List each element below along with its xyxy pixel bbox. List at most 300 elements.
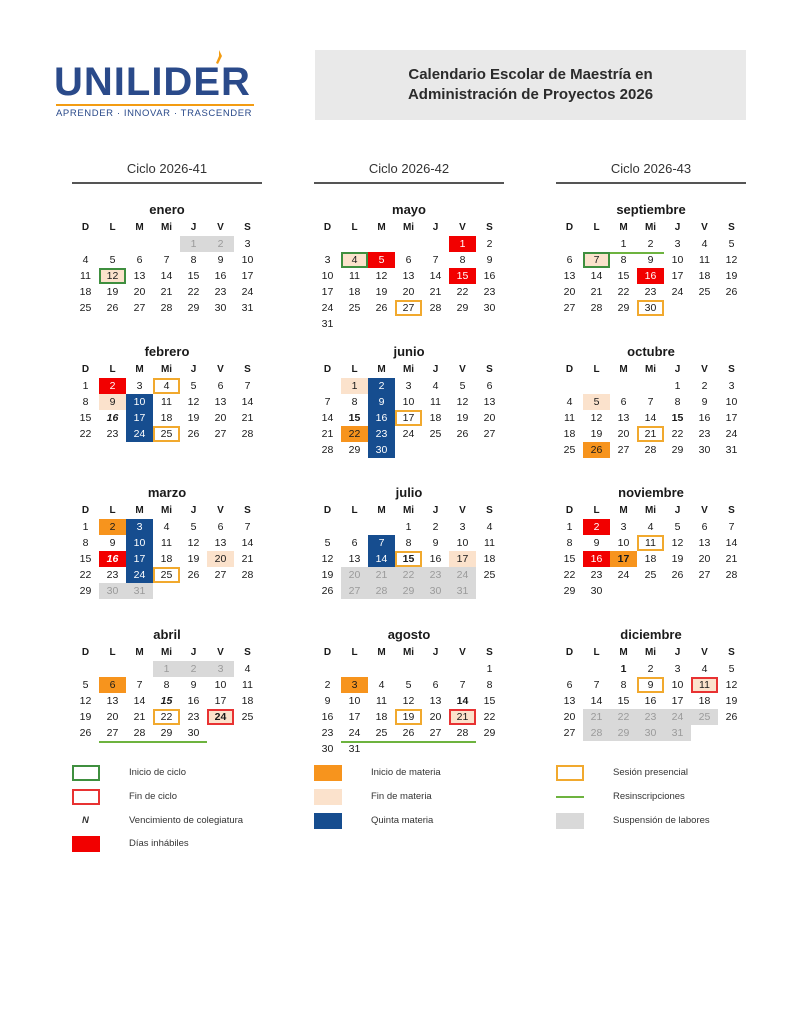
day-cell: 7 bbox=[324, 396, 331, 408]
day-cell: 26 bbox=[106, 302, 119, 314]
weekday-header: M bbox=[135, 364, 144, 375]
day-cell: 11 bbox=[376, 695, 387, 707]
day-cell: 17 bbox=[671, 695, 684, 707]
day-cell: 15 bbox=[671, 412, 684, 424]
empty-cell bbox=[341, 661, 368, 677]
day-cell: 21 bbox=[725, 553, 738, 565]
weekday-header: L bbox=[109, 364, 116, 375]
day-cell: 9 bbox=[701, 396, 708, 408]
day-cell: 6 bbox=[351, 537, 358, 549]
month-julio bbox=[314, 484, 504, 599]
day-cell: 8 bbox=[620, 679, 627, 691]
weekday-header: Mi bbox=[160, 222, 173, 233]
empty-cell bbox=[556, 236, 583, 252]
day-cell: 12 bbox=[402, 695, 415, 707]
weekday-header: Mi bbox=[402, 505, 415, 516]
weekday-header: Mi bbox=[402, 222, 415, 233]
cycle-header-1: Ciclo 2026-41 bbox=[72, 161, 262, 184]
month-name: octubre bbox=[627, 344, 675, 359]
day-cell: 23 bbox=[698, 428, 711, 440]
weekday-header: M bbox=[135, 505, 144, 516]
empty-cell bbox=[449, 661, 476, 677]
day-cell: 20 bbox=[341, 567, 368, 583]
day-cell: 19 bbox=[79, 711, 92, 723]
weekday-header: S bbox=[486, 222, 493, 233]
day-cell: 3 bbox=[674, 238, 681, 250]
day-cell: 9 bbox=[99, 394, 126, 410]
day-cell: 29 bbox=[153, 725, 180, 741]
legend-vencimiento: Vencimiento de colegiatura bbox=[129, 815, 244, 826]
day-cell: 3 bbox=[136, 380, 143, 392]
day-cell: 25 bbox=[691, 709, 718, 725]
empty-cell bbox=[368, 661, 395, 677]
weekday-header: J bbox=[674, 222, 681, 233]
weekday-header: S bbox=[728, 647, 735, 658]
weekday-header: L bbox=[351, 647, 358, 658]
day-cell: 22 bbox=[563, 569, 576, 581]
day-cell: 5 bbox=[109, 254, 116, 266]
month-grid bbox=[72, 644, 262, 741]
day-cell: 13 bbox=[133, 270, 146, 282]
day-cell: 23 bbox=[422, 567, 449, 583]
weekday-header: V bbox=[459, 364, 466, 375]
weekday-header: V bbox=[701, 222, 708, 233]
day-cell: 15 bbox=[160, 695, 173, 707]
day-cell: 21 bbox=[133, 711, 146, 723]
day-cell: 28 bbox=[321, 444, 334, 456]
weekday-header: L bbox=[593, 364, 600, 375]
day-cell: 30 bbox=[214, 302, 227, 314]
empty-cell bbox=[583, 378, 610, 394]
day-cell: 18 bbox=[483, 553, 496, 565]
day-cell: 21 bbox=[429, 286, 442, 298]
weekday-header: V bbox=[217, 222, 224, 233]
day-cell: 1 bbox=[674, 380, 681, 392]
day-cell: 26 bbox=[187, 428, 200, 440]
month-grid bbox=[314, 219, 504, 332]
day-cell: 9 bbox=[368, 394, 395, 410]
day-cell: 29 bbox=[348, 444, 361, 456]
month-octubre bbox=[556, 343, 746, 458]
empty-cell bbox=[341, 519, 368, 535]
day-cell: 9 bbox=[432, 537, 439, 549]
day-cell: 26 bbox=[725, 711, 738, 723]
day-cell: 27 bbox=[341, 583, 368, 599]
day-cell: 15 bbox=[187, 270, 200, 282]
day-cell: 31 bbox=[449, 583, 476, 599]
day-cell: 16 bbox=[321, 711, 334, 723]
day-cell: 20 bbox=[698, 553, 711, 565]
weekday-header: V bbox=[217, 505, 224, 516]
day-cell: 3 bbox=[207, 661, 234, 677]
day-cell: 4 bbox=[341, 252, 368, 268]
day-cell: 31 bbox=[241, 302, 254, 314]
day-cell: 3 bbox=[620, 521, 627, 533]
day-cell: 12 bbox=[187, 537, 200, 549]
day-cell: 26 bbox=[583, 442, 610, 458]
day-cell: 16 bbox=[637, 693, 664, 709]
day-cell: 6 bbox=[217, 380, 224, 392]
day-cell: 13 bbox=[483, 396, 496, 408]
day-cell: 18 bbox=[160, 553, 173, 565]
day-cell: 2 bbox=[647, 663, 654, 675]
weekday-header: Mi bbox=[402, 647, 415, 658]
day-cell: 18 bbox=[429, 412, 442, 424]
weekday-header: V bbox=[701, 364, 708, 375]
day-cell: 7 bbox=[136, 679, 143, 691]
day-cell: 12 bbox=[79, 695, 92, 707]
day-cell: 14 bbox=[583, 693, 610, 709]
day-cell: 11 bbox=[691, 677, 718, 693]
weekday-header: D bbox=[565, 364, 574, 375]
day-cell: 13 bbox=[563, 270, 576, 282]
day-cell: 22 bbox=[610, 709, 637, 725]
day-cell: 12 bbox=[671, 537, 684, 549]
page-title bbox=[315, 50, 746, 120]
day-cell: 23 bbox=[483, 286, 496, 298]
day-cell: 13 bbox=[698, 537, 711, 549]
weekday-header: J bbox=[190, 647, 197, 658]
day-cell: 27 bbox=[483, 428, 496, 440]
day-cell: 1 bbox=[620, 663, 627, 675]
day-cell: 15 bbox=[79, 553, 92, 565]
day-cell: 15 bbox=[79, 412, 92, 424]
legend-swatch-dias-inhabiles bbox=[72, 836, 100, 852]
day-cell: 5 bbox=[82, 679, 89, 691]
brand-divider bbox=[56, 104, 254, 106]
day-cell: 12 bbox=[725, 679, 738, 691]
day-cell: 25 bbox=[644, 569, 657, 581]
month-name: marzo bbox=[147, 485, 187, 500]
day-cell: 28 bbox=[429, 302, 442, 314]
day-cell: 15 bbox=[617, 270, 630, 282]
day-cell: 8 bbox=[82, 537, 89, 549]
weekday-header: L bbox=[109, 222, 116, 233]
day-cell: 14 bbox=[644, 412, 657, 424]
day-cell: 12 bbox=[187, 396, 200, 408]
month-name: diciembre bbox=[620, 627, 682, 642]
weekday-header: V bbox=[701, 647, 708, 658]
day-cell: 25 bbox=[153, 567, 180, 583]
day-cell: 10 bbox=[126, 535, 153, 551]
day-cell: 5 bbox=[583, 394, 610, 410]
day-cell: 24 bbox=[664, 709, 691, 725]
weekday-header: Mi bbox=[160, 364, 173, 375]
day-cell: 11 bbox=[161, 537, 172, 549]
weekday-header: D bbox=[323, 364, 332, 375]
day-cell: 26 bbox=[79, 727, 92, 739]
day-cell: 18 bbox=[375, 711, 388, 723]
day-cell: 23 bbox=[214, 286, 227, 298]
day-cell: 1 bbox=[610, 236, 637, 252]
day-cell: 6 bbox=[432, 679, 439, 691]
day-cell: 4 bbox=[701, 663, 708, 675]
weekday-header: D bbox=[81, 647, 90, 658]
day-cell: 5 bbox=[368, 252, 395, 268]
day-cell: 20 bbox=[214, 412, 227, 424]
day-cell: 10 bbox=[402, 396, 415, 408]
day-cell: 29 bbox=[610, 725, 637, 741]
day-cell: 30 bbox=[422, 583, 449, 599]
day-cell: 15 bbox=[348, 412, 361, 424]
day-cell: 28 bbox=[644, 444, 657, 456]
weekday-header: J bbox=[190, 505, 197, 516]
month-noviembre bbox=[556, 484, 746, 599]
day-cell: 19 bbox=[106, 286, 119, 298]
day-cell: 14 bbox=[241, 396, 254, 408]
month-grid bbox=[72, 219, 262, 316]
day-cell: 4 bbox=[244, 663, 251, 675]
day-cell: 18 bbox=[698, 695, 711, 707]
legend-suspension: Suspensión de labores bbox=[613, 815, 710, 826]
day-cell: 5 bbox=[674, 521, 681, 533]
day-cell: 22 bbox=[341, 426, 368, 442]
day-cell: 11 bbox=[699, 254, 710, 266]
day-cell: 6 bbox=[620, 396, 627, 408]
legend-swatch-inicio-ciclo bbox=[72, 765, 100, 781]
day-cell: 7 bbox=[459, 679, 466, 691]
empty-cell bbox=[314, 378, 341, 394]
day-cell: 16 bbox=[429, 553, 442, 565]
day-cell: 15 bbox=[610, 693, 637, 709]
legend-swatch-sesion-presencial bbox=[556, 765, 584, 781]
day-cell: 13 bbox=[348, 553, 361, 565]
day-cell: 4 bbox=[566, 396, 573, 408]
day-cell: 7 bbox=[432, 254, 439, 266]
day-cell: 24 bbox=[321, 302, 334, 314]
day-cell: 17 bbox=[126, 551, 153, 567]
day-cell: 20 bbox=[133, 286, 146, 298]
day-cell: 31 bbox=[126, 583, 153, 599]
day-cell: 28 bbox=[368, 583, 395, 599]
day-cell: 11 bbox=[80, 270, 91, 282]
day-cell: 9 bbox=[190, 679, 197, 691]
day-cell: 17 bbox=[126, 410, 153, 426]
month-septiembre bbox=[556, 201, 746, 316]
day-cell: 4 bbox=[701, 238, 708, 250]
day-cell: 16 bbox=[106, 412, 119, 424]
weekday-header: S bbox=[728, 222, 735, 233]
day-cell: 21 bbox=[590, 286, 603, 298]
day-cell: 26 bbox=[395, 725, 422, 741]
day-cell: 3 bbox=[405, 380, 412, 392]
day-cell: 9 bbox=[486, 254, 493, 266]
day-cell: 28 bbox=[449, 725, 476, 741]
day-cell: 5 bbox=[728, 663, 735, 675]
legend-swatch-quinta-materia bbox=[314, 813, 342, 829]
empty-cell bbox=[153, 236, 180, 252]
day-cell: 3 bbox=[341, 677, 368, 693]
month-grid bbox=[72, 361, 262, 442]
empty-cell bbox=[126, 661, 153, 677]
weekday-header: M bbox=[377, 364, 386, 375]
day-cell: 20 bbox=[563, 286, 576, 298]
day-cell: 8 bbox=[82, 396, 89, 408]
day-cell: 6 bbox=[486, 380, 493, 392]
day-cell: 14 bbox=[590, 270, 603, 282]
day-cell: 13 bbox=[617, 412, 630, 424]
day-cell: 1 bbox=[449, 236, 476, 252]
day-cell: 2 bbox=[368, 378, 395, 394]
day-cell: 7 bbox=[244, 380, 251, 392]
day-cell: 30 bbox=[637, 300, 664, 316]
day-cell: 25 bbox=[368, 725, 395, 741]
month-name: enero bbox=[149, 202, 185, 217]
month-febrero bbox=[72, 343, 262, 442]
day-cell: 5 bbox=[324, 537, 331, 549]
day-cell: 21 bbox=[583, 709, 610, 725]
day-cell: 28 bbox=[126, 725, 153, 741]
weekday-header: S bbox=[486, 505, 493, 516]
weekday-header: D bbox=[81, 364, 90, 375]
day-cell: 20 bbox=[402, 286, 415, 298]
legend-fin-materia: Fin de materia bbox=[371, 791, 432, 802]
day-cell: 1 bbox=[566, 521, 573, 533]
day-cell: 4 bbox=[486, 521, 493, 533]
weekday-header: L bbox=[593, 647, 600, 658]
day-cell: 9 bbox=[647, 254, 654, 266]
day-cell: 5 bbox=[405, 679, 412, 691]
day-cell: 10 bbox=[321, 270, 334, 282]
legend-inicio-materia: Inicio de materia bbox=[371, 767, 441, 778]
day-cell: 2 bbox=[207, 236, 234, 252]
day-cell: 18 bbox=[79, 286, 92, 298]
cycle-header-3: Ciclo 2026-43 bbox=[556, 161, 746, 184]
day-cell: 20 bbox=[429, 711, 442, 723]
day-cell: 21 bbox=[321, 428, 334, 440]
day-cell: 2 bbox=[583, 519, 610, 535]
day-cell: 19 bbox=[725, 695, 738, 707]
weekday-header: S bbox=[728, 364, 735, 375]
day-cell: 16 bbox=[368, 410, 395, 426]
day-cell: 1 bbox=[82, 380, 89, 392]
day-cell: 29 bbox=[617, 302, 630, 314]
day-cell: 1 bbox=[153, 661, 180, 677]
day-cell: 2 bbox=[324, 679, 331, 691]
day-cell: 12 bbox=[590, 412, 603, 424]
day-cell: 12 bbox=[456, 396, 469, 408]
day-cell: 1 bbox=[486, 663, 493, 675]
legend-fin-ciclo: Fin de ciclo bbox=[129, 791, 178, 802]
day-cell: 10 bbox=[214, 679, 227, 691]
day-cell: 14 bbox=[429, 270, 442, 282]
day-cell: 22 bbox=[617, 286, 630, 298]
day-cell: 8 bbox=[405, 537, 412, 549]
empty-cell bbox=[314, 519, 341, 535]
weekday-header: J bbox=[432, 222, 439, 233]
day-cell: 22 bbox=[153, 709, 180, 725]
empty-cell bbox=[637, 378, 664, 394]
day-cell: 10 bbox=[725, 396, 738, 408]
day-cell: 24 bbox=[402, 428, 415, 440]
day-cell: 1 bbox=[341, 378, 368, 394]
month-marzo bbox=[72, 484, 262, 599]
day-cell: 10 bbox=[241, 254, 254, 266]
day-cell: 25 bbox=[79, 302, 92, 314]
day-cell: 15 bbox=[449, 268, 476, 284]
day-cell: 5 bbox=[190, 380, 197, 392]
day-cell: 22 bbox=[483, 711, 496, 723]
day-cell: 14 bbox=[321, 412, 334, 424]
day-cell: 8 bbox=[459, 254, 466, 266]
day-cell: 29 bbox=[395, 583, 422, 599]
day-cell: 2 bbox=[701, 380, 708, 392]
day-cell: 16 bbox=[637, 268, 664, 284]
weekday-header: S bbox=[244, 364, 251, 375]
day-cell: 10 bbox=[671, 254, 684, 266]
day-cell: 17 bbox=[214, 695, 227, 707]
day-cell: 31 bbox=[348, 743, 361, 755]
weekday-header: L bbox=[351, 505, 358, 516]
day-cell: 1 bbox=[405, 521, 412, 533]
month-diciembre bbox=[556, 626, 746, 741]
day-cell: 14 bbox=[725, 537, 738, 549]
day-cell: 10 bbox=[617, 537, 630, 549]
day-cell: 13 bbox=[214, 537, 227, 549]
weekday-header: J bbox=[674, 505, 681, 516]
legend-reinscripciones: Resinscripciones bbox=[613, 791, 685, 802]
day-cell: 4 bbox=[82, 254, 89, 266]
day-cell: 24 bbox=[207, 709, 234, 725]
month-grid bbox=[314, 502, 504, 599]
day-cell: 9 bbox=[324, 695, 331, 707]
day-cell: 8 bbox=[190, 254, 197, 266]
day-cell: 17 bbox=[321, 286, 334, 298]
month-grid bbox=[556, 644, 746, 741]
day-cell: 10 bbox=[671, 679, 684, 691]
day-cell: 7 bbox=[728, 521, 735, 533]
day-cell: 20 bbox=[563, 711, 576, 723]
day-cell: 28 bbox=[590, 302, 603, 314]
day-cell: 18 bbox=[644, 553, 657, 565]
weekday-header: M bbox=[377, 647, 386, 658]
month-name: abril bbox=[153, 627, 181, 642]
day-cell: 19 bbox=[395, 709, 422, 725]
empty-cell bbox=[72, 661, 99, 677]
weekday-header: J bbox=[432, 505, 439, 516]
day-cell: 30 bbox=[590, 585, 603, 597]
day-cell: 26 bbox=[375, 302, 388, 314]
day-cell: 24 bbox=[617, 569, 630, 581]
day-cell: 5 bbox=[459, 380, 466, 392]
weekday-header: M bbox=[619, 364, 628, 375]
weekday-header: M bbox=[619, 647, 628, 658]
month-grid bbox=[72, 502, 262, 599]
weekday-header: J bbox=[190, 222, 197, 233]
weekday-header: V bbox=[701, 505, 708, 516]
empty-cell bbox=[422, 236, 449, 252]
day-cell: 3 bbox=[244, 238, 251, 250]
day-cell: 8 bbox=[674, 396, 681, 408]
month-agosto bbox=[314, 626, 504, 757]
weekday-header: V bbox=[459, 505, 466, 516]
day-cell: 3 bbox=[324, 254, 331, 266]
day-cell: 2 bbox=[99, 378, 126, 394]
day-cell: 23 bbox=[106, 428, 119, 440]
day-cell: 9 bbox=[217, 254, 224, 266]
weekday-header: V bbox=[217, 647, 224, 658]
day-cell: 26 bbox=[725, 286, 738, 298]
day-cell: 20 bbox=[617, 428, 630, 440]
empty-cell bbox=[99, 236, 126, 252]
weekday-header: S bbox=[486, 364, 493, 375]
day-cell: 28 bbox=[160, 302, 173, 314]
month-name: junio bbox=[393, 344, 425, 359]
legend-dias-inhabiles: Días inhábiles bbox=[129, 838, 189, 849]
day-cell: 27 bbox=[563, 302, 576, 314]
day-cell: 28 bbox=[583, 725, 610, 741]
day-cell: 13 bbox=[402, 270, 415, 282]
